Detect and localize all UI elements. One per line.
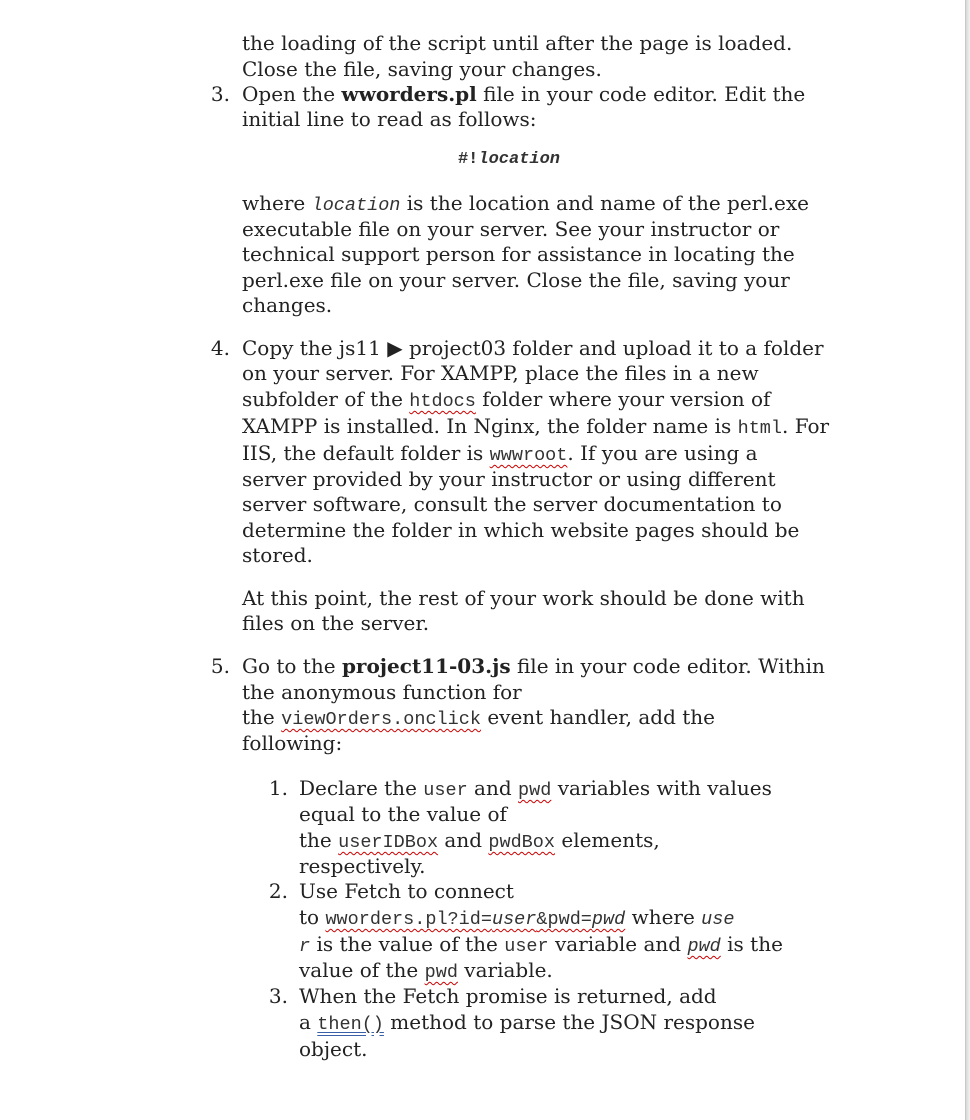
- step-4-number: 4.: [210, 336, 230, 360]
- note-line-1: At this point, the rest of your work should be done with: [242, 586, 805, 610]
- step-3-line-2: initial line to read as follows:: [242, 107, 537, 131]
- htdocs-code: htdocs: [409, 391, 476, 412]
- sub-2-line-3: r is the value of the user variable and pwd is the: [299, 932, 783, 957]
- step-4-line-5: IIS, the default folder is wwwroot. If you are using a: [242, 441, 758, 466]
- step-3-desc-4: perl.exe file on your server. Close the file, saving your: [242, 268, 790, 292]
- note-line-2: files on the server.: [242, 611, 430, 635]
- shebang-line: #!location: [457, 150, 561, 169]
- step-4-line-6: server provided by your instructor or using different: [242, 467, 776, 491]
- step-4-line-7: server software, consult the server documentation to: [242, 492, 782, 516]
- sub-2-line-2: to wworders.pl?id=user&pwd=pwd where use: [299, 905, 735, 930]
- step-4-line-4: XAMPP is installed. In Nginx, the folder name is html. For: [242, 414, 830, 439]
- project-filename: project11-03.js: [341, 654, 511, 678]
- sub-1-number: 1.: [268, 776, 288, 800]
- sub-2-number: 2.: [268, 879, 288, 903]
- step-3-desc-3: technical support person for assistance in locating the: [242, 242, 795, 266]
- fetch-url-code: wworders.pl?id=user&pwd=pwd: [325, 909, 626, 930]
- step-4-line-8: determine the folder in which website pages should be: [242, 518, 800, 542]
- step-3-desc-1: where location is the location and name of the perl.exe: [242, 191, 809, 216]
- step-3-number: 3.: [210, 82, 230, 106]
- intro-line-1: the loading of the script until after the page is loaded.: [242, 31, 793, 55]
- step-4-line-3: subfolder of the htdocs folder where your version of: [242, 387, 771, 412]
- onclick-code: viewOrders.onclick: [281, 709, 481, 730]
- step-3-desc-5: changes.: [242, 293, 333, 317]
- step-4-line-1: Copy the js11 ▶ project03 folder and upload it to a folder: [242, 336, 824, 360]
- sub-3-line-1: When the Fetch promise is returned, add: [299, 984, 717, 1008]
- sub-3-line-3: object.: [299, 1037, 368, 1061]
- step-4-line-2: on your server. For XAMPP, place the files in a new: [242, 361, 759, 385]
- html-code: html: [737, 418, 783, 439]
- then-code: then(): [317, 1014, 384, 1035]
- wworders-filename: wworders.pl: [341, 82, 477, 106]
- sub-3-line-2: a then() method to parse the JSON response: [299, 1010, 755, 1035]
- wwwroot-code: wwwroot: [489, 445, 568, 466]
- sub-1-line-2: equal to the value of: [299, 802, 507, 826]
- step-5-line-2: the anonymous function for: [242, 680, 522, 704]
- arrow-icon: ▶: [387, 336, 403, 360]
- step-3-desc-2: executable file on your server. See your instructor or: [242, 217, 780, 241]
- sub-3-number: 3.: [268, 984, 288, 1008]
- step-5-line-1: Go to the project11-03.js file in your code editor. Within: [242, 654, 825, 678]
- step-5-number: 5.: [210, 654, 230, 678]
- step-5-line-3: the viewOrders.onclick event handler, add the: [242, 705, 716, 730]
- page-edge: [965, 0, 970, 1120]
- sub-1-line-4: respectively.: [299, 854, 426, 878]
- step-3-line-1: Open the wworders.pl file in your code editor. Edit the: [242, 82, 806, 106]
- sub-1-line-3: the userIDBox and pwdBox elements,: [299, 828, 660, 853]
- sub-2-line-4: value of the pwd variable.: [299, 958, 553, 983]
- sub-1-line-1: Declare the user and pwd variables with values: [299, 776, 772, 801]
- intro-line-2: Close the file, saving your changes.: [242, 57, 602, 81]
- step-4-line-9: stored.: [242, 543, 313, 567]
- sub-2-line-1: Use Fetch to connect: [299, 879, 514, 903]
- step-5-line-4: following:: [242, 731, 343, 755]
